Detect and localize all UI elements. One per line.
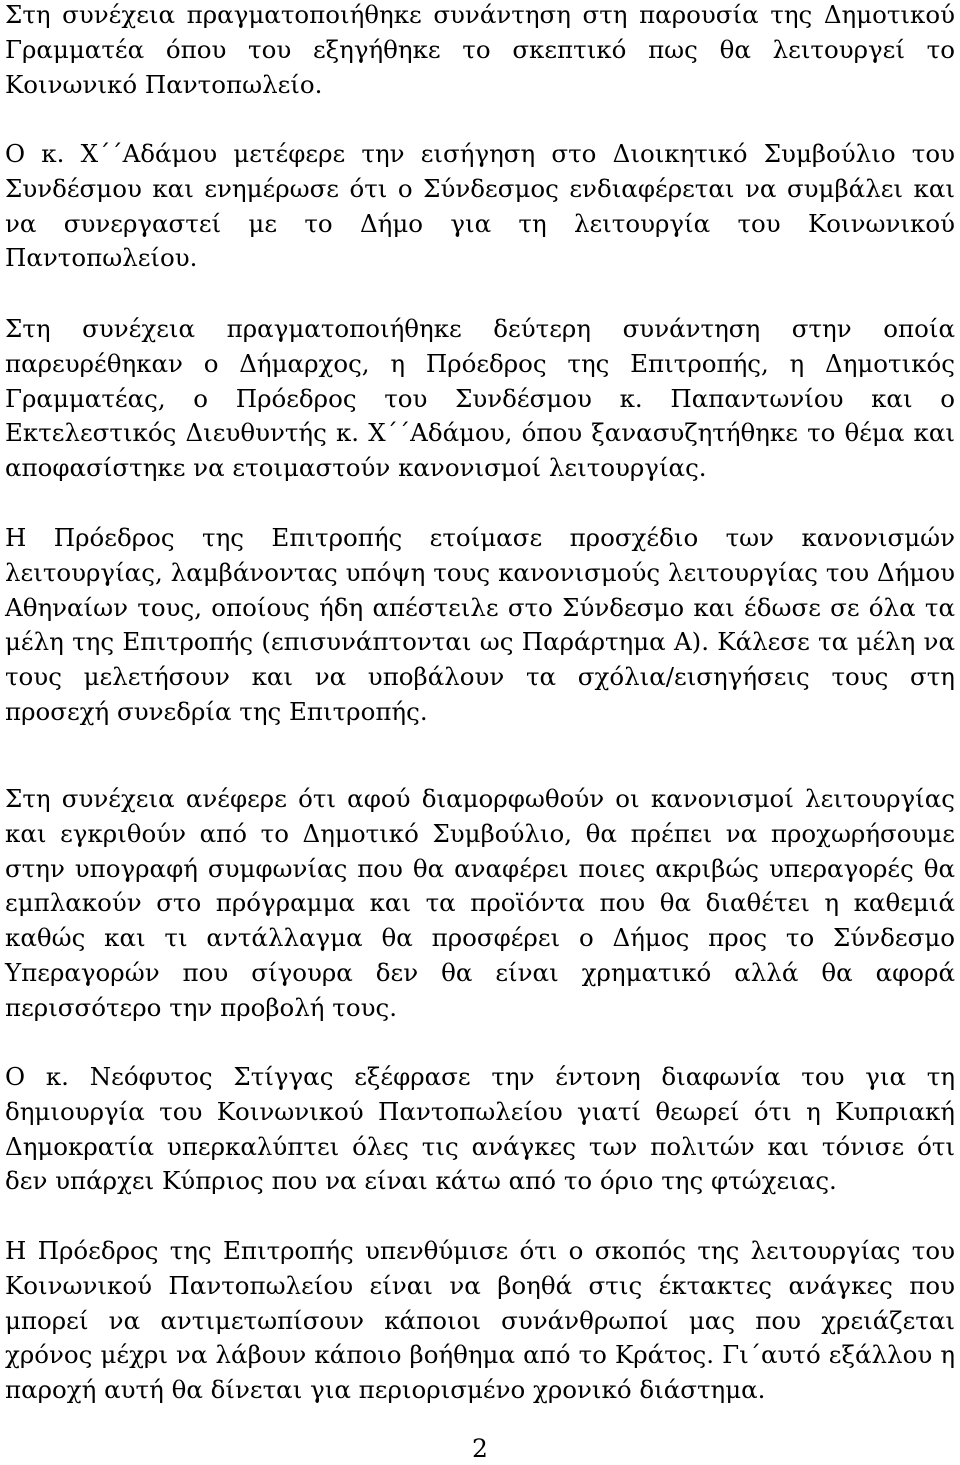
paragraph-4: Η Πρόεδρος της Επιτροπής ετοίμασε προσχέδιο των κανονισμών λειτουργίας, λαμβάνοντας υπόψη τους κανονισμούς λειτουργίας του Δήμου Αθηναίων τους, οποίους ήδη απέστειλε στο Σύνδεσμο και έδωσε σε όλα τα μέλη της Επιτροπής (επισυνάπτονται ως Παράρτημα Α). Κάλεσε τα μέλη να τους μελετήσουν και να υποβάλουν τα σχόλια/εισηγήσεις τους στη προσεχή συνεδρία της Επιτροπής. xyxy=(5,523,955,726)
paragraph-7: Η Πρόεδρος της Επιτροπής υπενθύμισε ότι ο σκοπός της λειτουργίας του Κοινωνικού Παντοπωλείου είναι να βοηθά στις έκτακτες ανάγκες που μπορεί να αντιμετωπίσουν κάποιοι συνάνθρωποί μας που χρειάζεται χρόνος μέχρι να λάβουν κάποιο βοήθημα από το Κράτος. Γι΄αυτό εξάλλου η παροχή αυτή θα δίνεται για περιορισμένο χρονικό διάστημα. xyxy=(5,1236,955,1405)
paragraph-6: Ο κ. Νεόφυτος Στίγγας εξέφρασε την έντονη διαφωνία του για τη δημιουργία του Κοινωνικού Παντοπωλείου γιατί θεωρεί ότι η Κυπριακή Δημοκρατία υπερκαλύπτει όλες τις ανάγκες των πολιτών και τόνισε ότι δεν υπάρχει Κύπριος που να είναι κάτω από το όριο της φτώχειας. xyxy=(5,1062,955,1196)
paragraph-2: Ο κ. Χ΄΄Αδάμου μετέφερε την εισήγηση στο Διοικητικό Συμβούλιο του Συνδέσμου και ενημέρωσε ότι ο Σύνδεσμος ενδιαφέρεται να συμβάλει και να συνεργαστεί με το Δήμο για τη λειτουργία του Κοινωνικού Παντοπωλείου. xyxy=(5,139,955,273)
paragraph-3: Στη συνέχεια πραγματοποιήθηκε δεύτερη συνάντηση στην οποία παρευρέθηκαν ο Δήμαρχος, η Πρόεδρος της Επιτροπής, η Δημοτικός Γραμματέας, ο Πρόεδρος του Συνδέσμου κ. Παπαντωνίου και ο Εκτελεστικός Διευθυντής κ. Χ΄΄Αδάμου, όπου ξανασυζητήθηκε το θέμα και αποφασίστηκε να ετοιμαστούν κανονισμοί λειτουργίας. xyxy=(5,314,955,483)
page-number: 2 xyxy=(472,1434,488,1463)
paragraph-1: Στη συνέχεια πραγματοποιήθηκε συνάντηση στη παρουσία της Δημοτικού Γραμματέα όπου του εξηγήθηκε το σκεπτικό πως θα λειτουργεί το Κοινωνικό Παντοπωλείο. xyxy=(5,0,955,99)
paragraph-5: Στη συνέχεια ανέφερε ότι αφού διαμορφωθούν οι κανονισμοί λειτουργίας και εγκριθούν από το Δημοτικό Συμβούλιο, θα πρέπει να προχωρήσουμε στην υπογραφή συμφωνίας που θα αναφέρει ποιες ακριβώς υπεραγορές θα εμπλακούν στο πρόγραμμα και τα προϊόντα που θα διαθέτει η καθεμιά καθώς και τι αντάλλαγμα θα προσφέρει ο Δήμος προς το Σύνδεσμο Υπεραγορών που σίγουρα δεν θα είναι χρηματικό αλλά θα αφορά περισσότερο την προβολή τους. xyxy=(5,784,955,1022)
document-page xyxy=(5,0,955,1465)
